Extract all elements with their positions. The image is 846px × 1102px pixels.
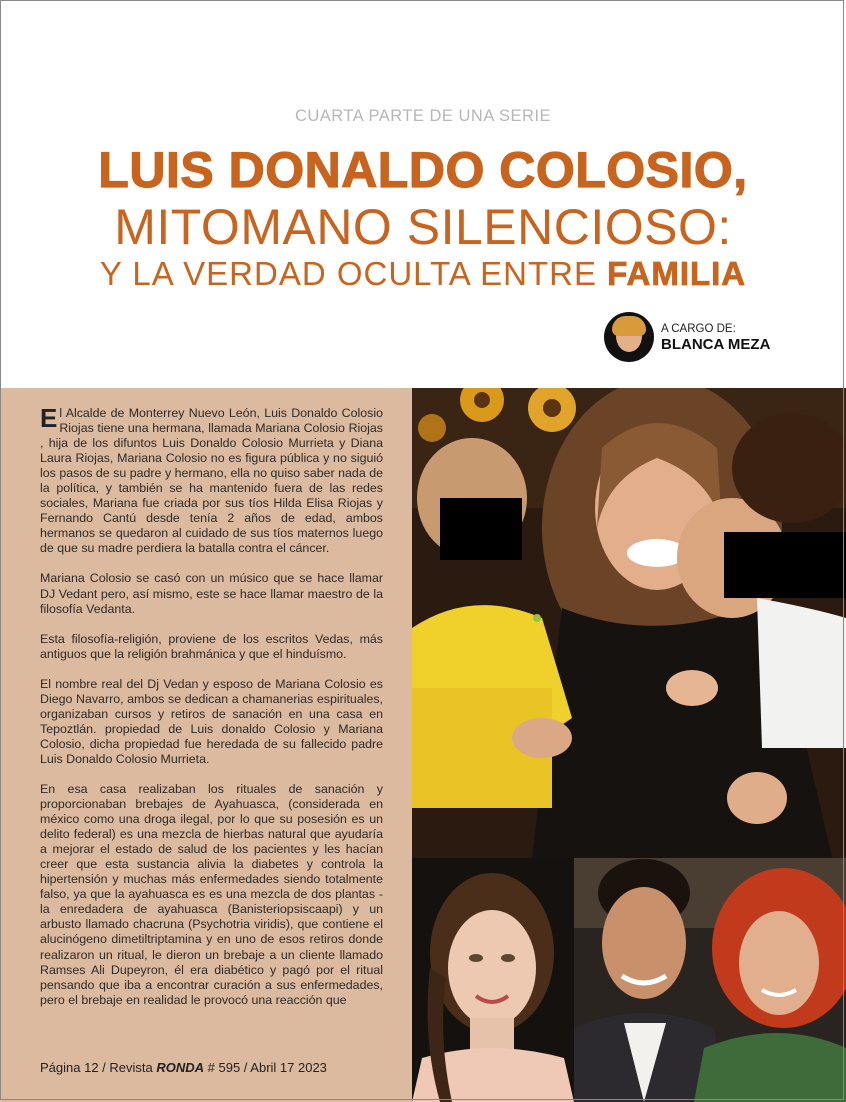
- author-name: BLANCA MEZA: [661, 336, 771, 353]
- paragraph-5: En esa casa realizaban los rituales de sanación y proporcionaban brebajes de Ayahuasca, (considerada en méxico como una droga ilegal, por lo que su posesión es un delito federal) es una mezcla de hierbas natural que ayudaría a mejorar el estado de salud de los pacientes y les hacían creer que esta sustancia alivia la diabetes y controla la hipertensión y muchas más enfermedades siendo totalmente falso, ya que la ayahuasca es es una mezcla de dos plantas -la enredadera de ayahuasca (Banisteriopsiscaapi) y un arbusto llamado chacruna (Psychotria viridis), que contiene el alucinógeno dimetiltriptamina y en uno de esos retiros donde realizaron un ritual, le dieron un brebaje a un cliente llamado Ramses Ali Dupeyron, él era diabético y pagó por el ritual pensando que iba a encontrar curación a sus enfermedades, pero el brebaje en realidad le provocó una reacción que: [40, 781, 383, 1007]
- footer-text-pre: Página 12 / Revista: [40, 1060, 157, 1075]
- face-censor-bar-2: [724, 532, 846, 598]
- face-censor-bar-1: [440, 498, 522, 560]
- article-body: [40, 403, 383, 1023]
- page-footer: [40, 1060, 327, 1075]
- series-label: CUARTA PARTE DE UNA SERIE: [294, 107, 552, 125]
- headline-line-3: [0, 254, 846, 294]
- family-photo: [412, 388, 846, 858]
- headline-line-2: MITOMANO SILENCIOSO:: [114, 199, 732, 255]
- paragraph-1: [40, 403, 383, 556]
- paragraph-2: Mariana Colosio se casó con un músico que se hace llamar DJ Vedant pero, así mismo, este se hace llamar maestro de la filosofía Vedanta.: [40, 571, 383, 616]
- author-avatar: [604, 312, 654, 362]
- drop-cap: E: [40, 403, 58, 433]
- couple-photo: [574, 858, 846, 1102]
- headline-line-3-bold: FAMILIA: [607, 255, 747, 292]
- byline-label: A CARGO DE:: [661, 323, 736, 335]
- footer-brand: RONDA: [156, 1060, 205, 1075]
- paragraph-3: Esta filosofía-religión, proviene de los escritos Vedas, más antiguos que la religión brahmánica y que el hinduísmo.: [40, 631, 383, 661]
- footer-text-post: # 595 / Abril 17 2023: [204, 1060, 327, 1075]
- paragraph-1-text: l Alcalde de Monterrey Nuevo León, Luis Donaldo Colosio Riojas tiene una hermana, llamada Mariana Colosio Riojas , hija de los difuntos Luis Donaldo Colosio Murrieta y Diana Laura Riojas, Mariana Colosio no es figura pública y no siguió los pasos de su padre y hermano, ella no quiso saber nada de la política, y también se ha mantenido fuera de las redes sociales, Mariana fue criada por sus tíos Hilda Elisa Riojas y Fernando Cantú desde tenía 2 años de edad, ambos hermanos se quedaron al cuidado de sus tíos maternos luego de que su madre perdiera la batalla contra el cáncer.: [40, 406, 383, 556]
- headline-line-1: LUIS DONALDO COLOSIO,: [98, 142, 748, 198]
- headline-line-3-text: Y LA VERDAD OCULTA ENTRE: [99, 255, 608, 292]
- paragraph-4: El nombre real del Dj Vedan y esposo de Mariana Colosio es Diego Navarro, ambos se dedican a chamanerias espirituales, organizaban cursos y retiros de sanación en una casa en Tepoztlán. propiedad de Luis donaldo Colosio y Mariana Colosio, dicha propiedad fue heredada de su fallecido padre Luis Donaldo Colosio Murrieta.: [40, 676, 383, 766]
- portrait-photo-woman: [412, 858, 574, 1102]
- byline: [604, 312, 844, 364]
